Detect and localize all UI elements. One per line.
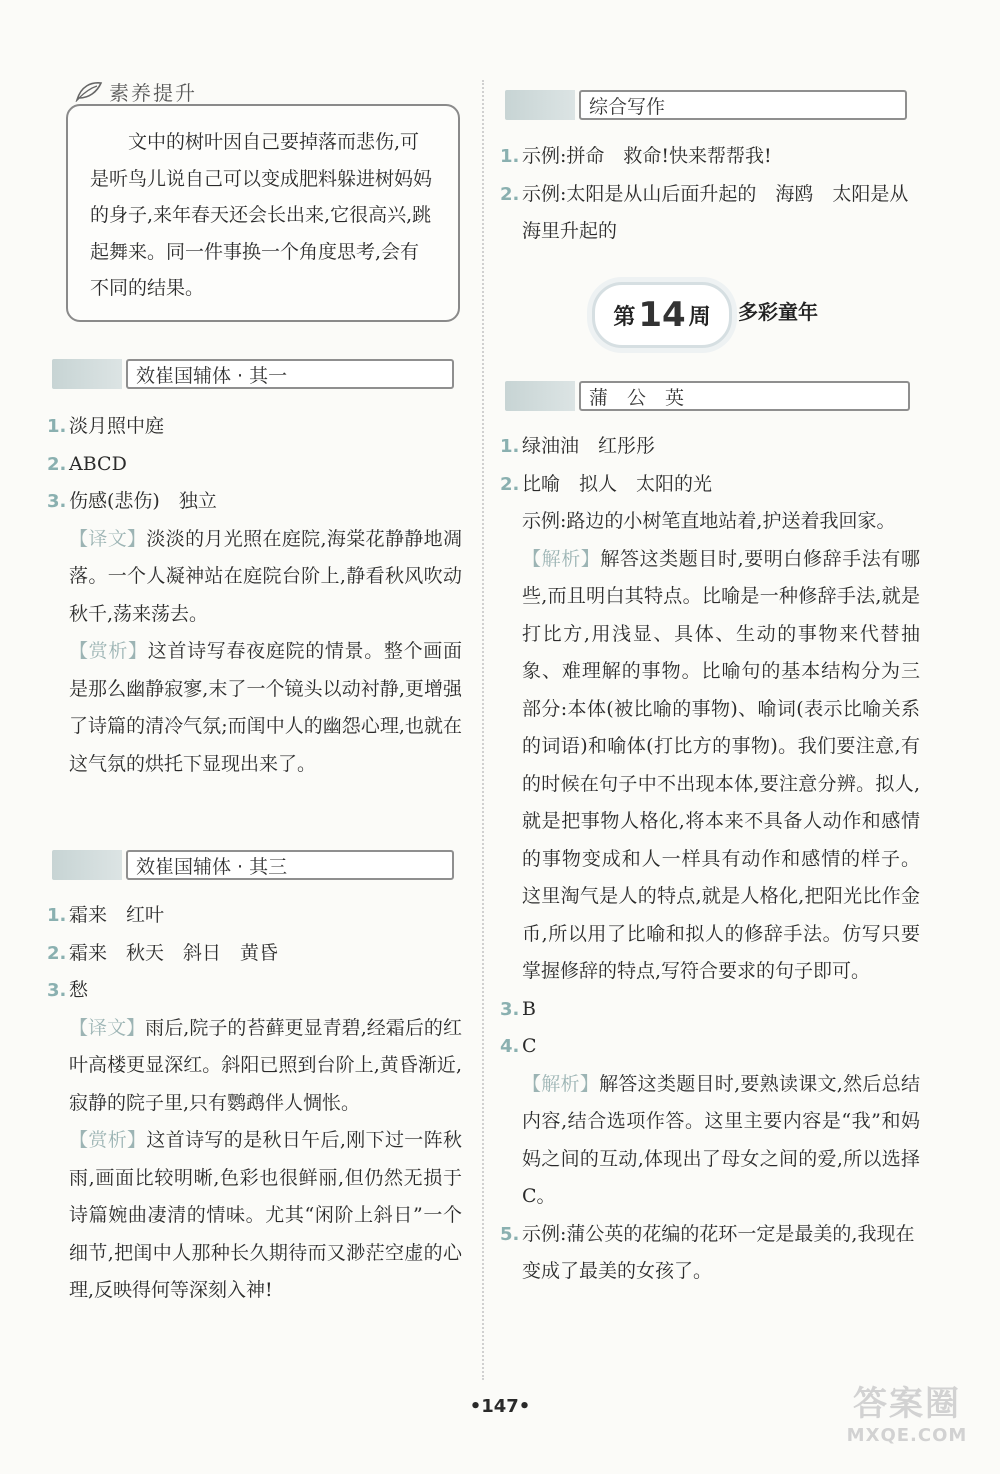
analysis-note: 【解析】解答这类题目时,要明白修辞手法有哪些,而且明白其特点。比喻是一种修辞手法,就是打比方,用浅显、具体、生动的事物来代替抽象、难理解的事物。比喻句的基本结构分为三部分:本体(被比喻的事物)、喻词(表示比喻关系的词语)和喻体(打比方的事物)。我们要注意,有的时候在句子中不出现本体,要注意分辨。拟人,就是把事物人格化,将本来不具备人动作和感情的事物变成和人一样具有动作和感情的样子。这里淘气是人的特点,就是人格化,把阳光比作金币,所以用了比喻和拟人的修辞手法。仿写只要掌握修辞的特点,写符合要求的句子即可。 [522,547,920,982]
leaf-icon [75,80,103,102]
section-tag [52,850,122,880]
week-title: 多彩童年 [738,300,818,324]
answer-block [500,138,920,251]
section-tag [505,90,575,120]
watermark-logo: 答案圈 MXQE.COM [846,1384,968,1446]
section-header [52,359,454,389]
section-title: 综合写作 [579,90,907,120]
page-number: •147• [469,1396,531,1417]
answer-item: 3. 愁 [47,979,89,1001]
answer-item: 2. 霜来 秋天 斜日 黄昏 [47,941,279,964]
example-text: 示例:路边的小树笔直地站着,护送着我回家。 [522,510,896,532]
analysis-note: 【解析】解答这类题目时,要熟读课文,然后总结内容,结合选项作答。这里主要内容是“我”和妈妈之间的互动,体现出了母女之间的爱,所以选择C。 [522,1072,920,1207]
section-tag [505,381,575,411]
column-divider [482,80,484,1380]
section-title: 蒲 公 英 [579,381,910,411]
week-badge: 第 14 周 [592,282,732,348]
answer-item: 1. 绿油油 红彤彤 [500,435,656,457]
answer-item: 2. 比喻 拟人 太阳的光 [500,472,713,495]
translation-note: 【译文】淡淡的月光照在庭院,海棠花静静地凋落。一个人凝神站在庭院台阶上,静看秋风吹动秋千,荡来荡去。 [69,527,462,625]
answer-block [47,408,462,783]
appreciation-note: 【赏析】这首诗写的是秋日午后,刚下过一阵秋雨,画面比较明晰,色彩也很鲜丽,但仍然无损于诗篇婉曲凄清的情味。尤其“闲阶上斜日”一个细节,把闺中人那种长久期待而又渺茫空虚的心理,反映得何等深刻入神! [69,1129,462,1301]
suyang-header [75,76,197,106]
answer-item: 4. C [500,1035,537,1057]
answer-item: 3. B [500,997,536,1020]
answer-block [500,428,920,1291]
answer-item: 1. 示例:拼命 救命!快来帮帮我! [500,145,772,167]
suyang-title: 素养提升 [109,80,197,105]
suyang-text: 文中的树叶因自己要掉落而悲伤,可是听鸟儿说自己可以变成肥料躲进树妈妈的身子,来年春天还会长出来,它很高兴,跳起舞来。同一件事换一个角度思考,会有不同的结果。 [66,104,460,322]
section-header [505,90,907,120]
section-tag [52,359,122,389]
section-title: 效崔国辅体 · 其一 [126,359,454,389]
section-header [52,850,454,880]
answer-item: 2. 示例:太阳是从山后面升起的 海鸥 太阳是从海里升起的 [500,182,909,242]
answer-item: 5. 示例:蒲公英的花编的花环一定是最美的,我现在变成了最美的女孩了。 [500,1222,915,1282]
translation-note: 【译文】雨后,院子的苔藓更显青碧,经霜后的红叶高楼更显深红。斜阳已照到台阶上,黄昏渐近,寂静的院子里,只有鹦鹉伴人惆怅。 [69,1016,462,1114]
section-header [505,381,910,411]
answer-item: 1. 淡月照中庭 [47,415,165,437]
answer-block [47,897,462,1310]
answer-item: 3. 伤感(悲伤) 独立 [47,490,217,512]
appreciation-note: 【赏析】这首诗写春夜庭院的情景。整个画面是那么幽静寂寥,末了一个镜头以动衬静,更增强了诗篇的清冷气氛;而闺中人的幽怨心理,也就在这气氛的烘托下显现出来了。 [69,640,462,775]
answer-item: 2. ABCD [47,452,127,475]
section-title: 效崔国辅体 · 其三 [126,850,454,880]
answer-item: 1. 霜来 红叶 [47,904,165,926]
